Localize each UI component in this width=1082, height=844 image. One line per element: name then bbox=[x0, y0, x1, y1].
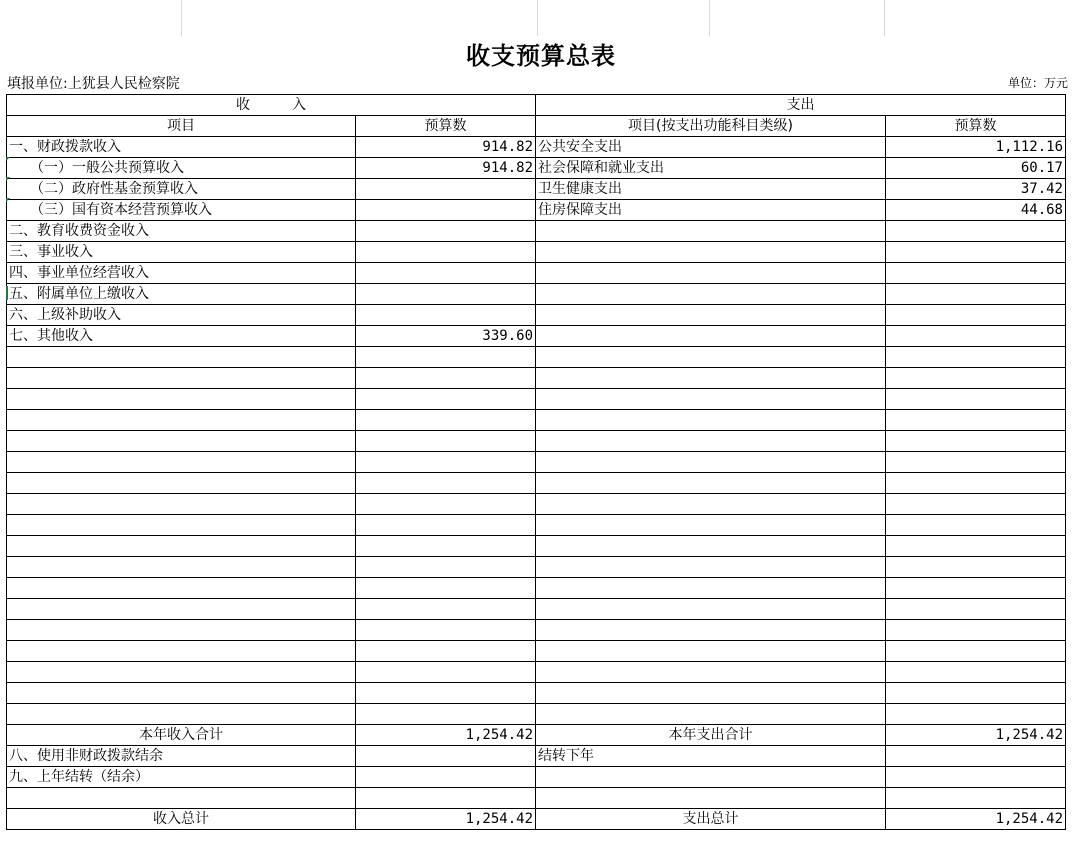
income-item-cell[interactable]: 五、附属单位上缴收入 bbox=[7, 284, 356, 305]
reporting-unit: 填报单位:上犹县人民检察院 bbox=[7, 76, 180, 92]
income-item-header[interactable]: 项目 bbox=[7, 116, 356, 137]
table-row bbox=[7, 578, 1066, 599]
expense-item-cell[interactable] bbox=[536, 473, 886, 494]
income-amount-cell[interactable] bbox=[356, 389, 536, 410]
expense-amount-cell[interactable] bbox=[886, 326, 1066, 347]
table-row bbox=[7, 221, 1066, 242]
income-amount-cell[interactable] bbox=[356, 704, 536, 725]
expense-amount-cell[interactable] bbox=[886, 221, 1066, 242]
expense-item-cell[interactable] bbox=[536, 599, 886, 620]
income-amount-cell[interactable] bbox=[356, 242, 536, 263]
income-item-cell[interactable]: （三）国有资本经营预算收入 bbox=[7, 200, 356, 221]
income-item-cell[interactable] bbox=[7, 704, 356, 725]
expense-amount-cell[interactable]: 1,112.16 bbox=[886, 137, 1066, 158]
table-row bbox=[7, 725, 1066, 746]
expense-item-cell[interactable]: 社会保障和就业支出 bbox=[536, 158, 886, 179]
income-amount-cell[interactable]: 339.60 bbox=[356, 326, 536, 347]
income-amount-cell[interactable] bbox=[356, 473, 536, 494]
table-row bbox=[7, 515, 1066, 536]
income-item-cell[interactable] bbox=[7, 578, 356, 599]
expense-item-cell[interactable] bbox=[536, 641, 886, 662]
expense-amount-cell[interactable] bbox=[886, 620, 1066, 641]
sheet-gridline bbox=[884, 0, 885, 36]
income-item-cell[interactable] bbox=[7, 641, 356, 662]
table-row bbox=[7, 494, 1066, 515]
expense-item-cell[interactable] bbox=[536, 767, 886, 788]
income-amount-cell[interactable]: 1,254.42 bbox=[356, 725, 536, 746]
income-item-cell[interactable]: 本年收入合计 bbox=[7, 725, 356, 746]
expense-item-cell[interactable] bbox=[536, 788, 886, 809]
page-title: 收支预算总表 bbox=[466, 41, 616, 70]
income-amount-cell[interactable] bbox=[356, 641, 536, 662]
table-row bbox=[7, 788, 1066, 809]
income-amount-cell[interactable] bbox=[356, 494, 536, 515]
income-item-cell[interactable]: 六、上级补助收入 bbox=[7, 305, 356, 326]
table-row bbox=[7, 452, 1066, 473]
table-row bbox=[7, 389, 1066, 410]
income-amount-cell[interactable]: 914.82 bbox=[356, 137, 536, 158]
income-amount-cell[interactable]: 914.82 bbox=[356, 158, 536, 179]
income-amount-cell[interactable] bbox=[356, 536, 536, 557]
table-row bbox=[7, 368, 1066, 389]
income-amount-cell[interactable] bbox=[356, 599, 536, 620]
expense-amount-cell[interactable] bbox=[886, 473, 1066, 494]
income-item-cell[interactable] bbox=[7, 431, 356, 452]
income-item-cell[interactable]: 三、事业收入 bbox=[7, 242, 356, 263]
income-item-cell[interactable]: 九、上年结转（结余） bbox=[7, 767, 356, 788]
sheet-gridline bbox=[709, 0, 710, 36]
expense-item-cell[interactable] bbox=[536, 410, 886, 431]
expense-amount-cell[interactable] bbox=[886, 557, 1066, 578]
expense-item-header[interactable]: 项目(按支出功能科目类级) bbox=[536, 116, 886, 137]
income-item-cell[interactable] bbox=[7, 473, 356, 494]
table-row bbox=[7, 179, 1066, 200]
expense-amount-cell[interactable] bbox=[886, 536, 1066, 557]
expense-item-cell[interactable] bbox=[536, 326, 886, 347]
income-item-cell[interactable] bbox=[7, 662, 356, 683]
expense-amount-header[interactable]: 预算数 bbox=[886, 116, 1066, 137]
expense-amount-cell[interactable] bbox=[886, 578, 1066, 599]
income-amount-cell[interactable] bbox=[356, 683, 536, 704]
table-row bbox=[7, 641, 1066, 662]
expense-amount-cell[interactable] bbox=[886, 389, 1066, 410]
income-item-cell[interactable] bbox=[7, 683, 356, 704]
expense-amount-cell[interactable] bbox=[886, 242, 1066, 263]
expense-amount-cell[interactable]: 44.68 bbox=[886, 200, 1066, 221]
income-item-cell[interactable]: 一、财政拨款收入 bbox=[7, 137, 356, 158]
income-amount-cell[interactable] bbox=[356, 200, 536, 221]
expense-amount-cell[interactable] bbox=[886, 662, 1066, 683]
income-amount-cell[interactable] bbox=[356, 557, 536, 578]
table-row bbox=[7, 599, 1066, 620]
expense-amount-cell[interactable] bbox=[886, 683, 1066, 704]
sheet-gridline bbox=[537, 0, 538, 36]
expense-amount-cell[interactable] bbox=[886, 305, 1066, 326]
expense-amount-cell[interactable] bbox=[886, 599, 1066, 620]
income-amount-cell[interactable] bbox=[356, 578, 536, 599]
income-item-cell[interactable] bbox=[7, 620, 356, 641]
expense-amount-cell[interactable] bbox=[886, 746, 1066, 767]
cell-cursor-mark-icon bbox=[6, 286, 8, 300]
expense-amount-cell[interactable] bbox=[886, 452, 1066, 473]
table-row bbox=[7, 263, 1066, 284]
expense-amount-cell[interactable] bbox=[886, 431, 1066, 452]
income-amount-cell[interactable] bbox=[356, 662, 536, 683]
income-item-cell[interactable] bbox=[7, 410, 356, 431]
table-row bbox=[7, 158, 1066, 179]
expense-amount-cell[interactable]: 1,254.42 bbox=[886, 809, 1066, 830]
income-amount-cell[interactable] bbox=[356, 746, 536, 767]
currency-unit: 单位：万元 bbox=[1007, 76, 1068, 90]
income-item-cell[interactable]: 二、教育收费资金收入 bbox=[7, 221, 356, 242]
income-amount-cell[interactable] bbox=[356, 452, 536, 473]
expense-item-cell[interactable]: 支出总计 bbox=[536, 809, 886, 830]
expense-amount-cell[interactable] bbox=[886, 284, 1066, 305]
expense-group-header[interactable]: 支出 bbox=[536, 95, 1066, 116]
expense-item-cell[interactable] bbox=[536, 431, 886, 452]
table-row bbox=[7, 326, 1066, 347]
expense-item-cell[interactable] bbox=[536, 389, 886, 410]
expense-item-cell[interactable]: 卫生健康支出 bbox=[536, 179, 886, 200]
expense-item-cell[interactable] bbox=[536, 368, 886, 389]
expense-item-cell[interactable]: 结转下年 bbox=[536, 746, 886, 767]
table-row bbox=[7, 410, 1066, 431]
expense-item-cell[interactable] bbox=[536, 683, 886, 704]
income-item-cell[interactable]: 收入总计 bbox=[7, 809, 356, 830]
income-item-cell[interactable] bbox=[7, 515, 356, 536]
expense-item-cell[interactable] bbox=[536, 578, 886, 599]
expense-amount-cell[interactable] bbox=[886, 494, 1066, 515]
expense-item-cell[interactable] bbox=[536, 515, 886, 536]
cell-error-indicator-icon bbox=[6, 157, 10, 161]
income-group-header[interactable]: 收 入 bbox=[7, 95, 536, 116]
expense-amount-cell[interactable] bbox=[886, 263, 1066, 284]
income-amount-header[interactable]: 预算数 bbox=[356, 116, 536, 137]
table-row bbox=[7, 809, 1066, 830]
table-row bbox=[7, 620, 1066, 641]
expense-item-cell[interactable]: 本年支出合计 bbox=[536, 725, 886, 746]
table-row bbox=[7, 662, 1066, 683]
sheet-gridline bbox=[181, 0, 182, 36]
expense-item-cell[interactable] bbox=[536, 662, 886, 683]
expense-item-cell[interactable] bbox=[536, 620, 886, 641]
income-item-cell[interactable]: 八、使用非财政拨款结余 bbox=[7, 746, 356, 767]
table-row bbox=[7, 557, 1066, 578]
expense-item-cell[interactable] bbox=[536, 557, 886, 578]
income-item-cell[interactable] bbox=[7, 536, 356, 557]
income-amount-cell[interactable] bbox=[356, 515, 536, 536]
expense-amount-cell[interactable] bbox=[886, 368, 1066, 389]
expense-amount-cell[interactable] bbox=[886, 641, 1066, 662]
table-row bbox=[7, 767, 1066, 788]
table-row bbox=[7, 305, 1066, 326]
expense-item-cell[interactable] bbox=[536, 704, 886, 725]
cell-error-indicator-icon bbox=[6, 177, 10, 181]
expense-item-cell[interactable] bbox=[536, 242, 886, 263]
header-column-row bbox=[7, 116, 1066, 137]
expense-item-cell[interactable] bbox=[536, 263, 886, 284]
expense-amount-cell[interactable] bbox=[886, 515, 1066, 536]
header-group-row bbox=[7, 95, 1066, 116]
cell-error-indicator-icon bbox=[6, 198, 10, 202]
expense-amount-cell[interactable] bbox=[886, 767, 1066, 788]
expense-amount-cell[interactable]: 37.42 bbox=[886, 179, 1066, 200]
expense-item-cell[interactable] bbox=[536, 305, 886, 326]
expense-item-cell[interactable]: 公共安全支出 bbox=[536, 137, 886, 158]
expense-item-cell[interactable] bbox=[536, 494, 886, 515]
income-amount-cell[interactable] bbox=[356, 347, 536, 368]
income-item-cell[interactable]: （二）政府性基金预算收入 bbox=[7, 179, 356, 200]
table-row bbox=[7, 704, 1066, 725]
income-amount-cell[interactable] bbox=[356, 767, 536, 788]
table-row bbox=[7, 242, 1066, 263]
income-item-cell[interactable] bbox=[7, 347, 356, 368]
income-item-cell[interactable] bbox=[7, 557, 356, 578]
table-row bbox=[7, 431, 1066, 452]
expense-item-cell[interactable] bbox=[536, 221, 886, 242]
income-amount-cell[interactable] bbox=[356, 263, 536, 284]
table-row bbox=[7, 284, 1066, 305]
income-item-cell[interactable] bbox=[7, 494, 356, 515]
income-item-cell[interactable]: 七、其他收入 bbox=[7, 326, 356, 347]
table-row bbox=[7, 137, 1066, 158]
income-item-cell[interactable] bbox=[7, 389, 356, 410]
income-amount-cell[interactable] bbox=[356, 305, 536, 326]
expense-amount-cell[interactable] bbox=[886, 704, 1066, 725]
income-item-cell[interactable] bbox=[7, 452, 356, 473]
expense-amount-cell[interactable]: 60.17 bbox=[886, 158, 1066, 179]
income-amount-cell[interactable] bbox=[356, 284, 536, 305]
income-amount-cell[interactable] bbox=[356, 179, 536, 200]
income-item-cell[interactable] bbox=[7, 599, 356, 620]
income-amount-cell[interactable] bbox=[356, 368, 536, 389]
expense-amount-cell[interactable] bbox=[886, 788, 1066, 809]
expense-amount-cell[interactable] bbox=[886, 410, 1066, 431]
income-item-cell[interactable]: 四、事业单位经营收入 bbox=[7, 263, 356, 284]
table-row bbox=[7, 683, 1066, 704]
budget-table bbox=[6, 94, 1066, 830]
table-row bbox=[7, 536, 1066, 557]
expense-amount-cell[interactable]: 1,254.42 bbox=[886, 725, 1066, 746]
expense-amount-cell[interactable] bbox=[886, 347, 1066, 368]
expense-item-cell[interactable]: 住房保障支出 bbox=[536, 200, 886, 221]
income-item-cell[interactable]: （一）一般公共预算收入 bbox=[7, 158, 356, 179]
expense-item-cell[interactable] bbox=[536, 284, 886, 305]
income-amount-cell[interactable] bbox=[356, 788, 536, 809]
income-amount-cell[interactable]: 1,254.42 bbox=[356, 809, 536, 830]
table-row bbox=[7, 347, 1066, 368]
income-item-cell[interactable] bbox=[7, 788, 356, 809]
income-amount-cell[interactable] bbox=[356, 620, 536, 641]
table-row bbox=[7, 473, 1066, 494]
income-amount-cell[interactable] bbox=[356, 410, 536, 431]
income-amount-cell[interactable] bbox=[356, 431, 536, 452]
expense-item-cell[interactable] bbox=[536, 452, 886, 473]
table-row bbox=[7, 200, 1066, 221]
income-item-cell[interactable] bbox=[7, 368, 356, 389]
expense-item-cell[interactable] bbox=[536, 536, 886, 557]
expense-item-cell[interactable] bbox=[536, 347, 886, 368]
income-amount-cell[interactable] bbox=[356, 221, 536, 242]
table-row bbox=[7, 746, 1066, 767]
